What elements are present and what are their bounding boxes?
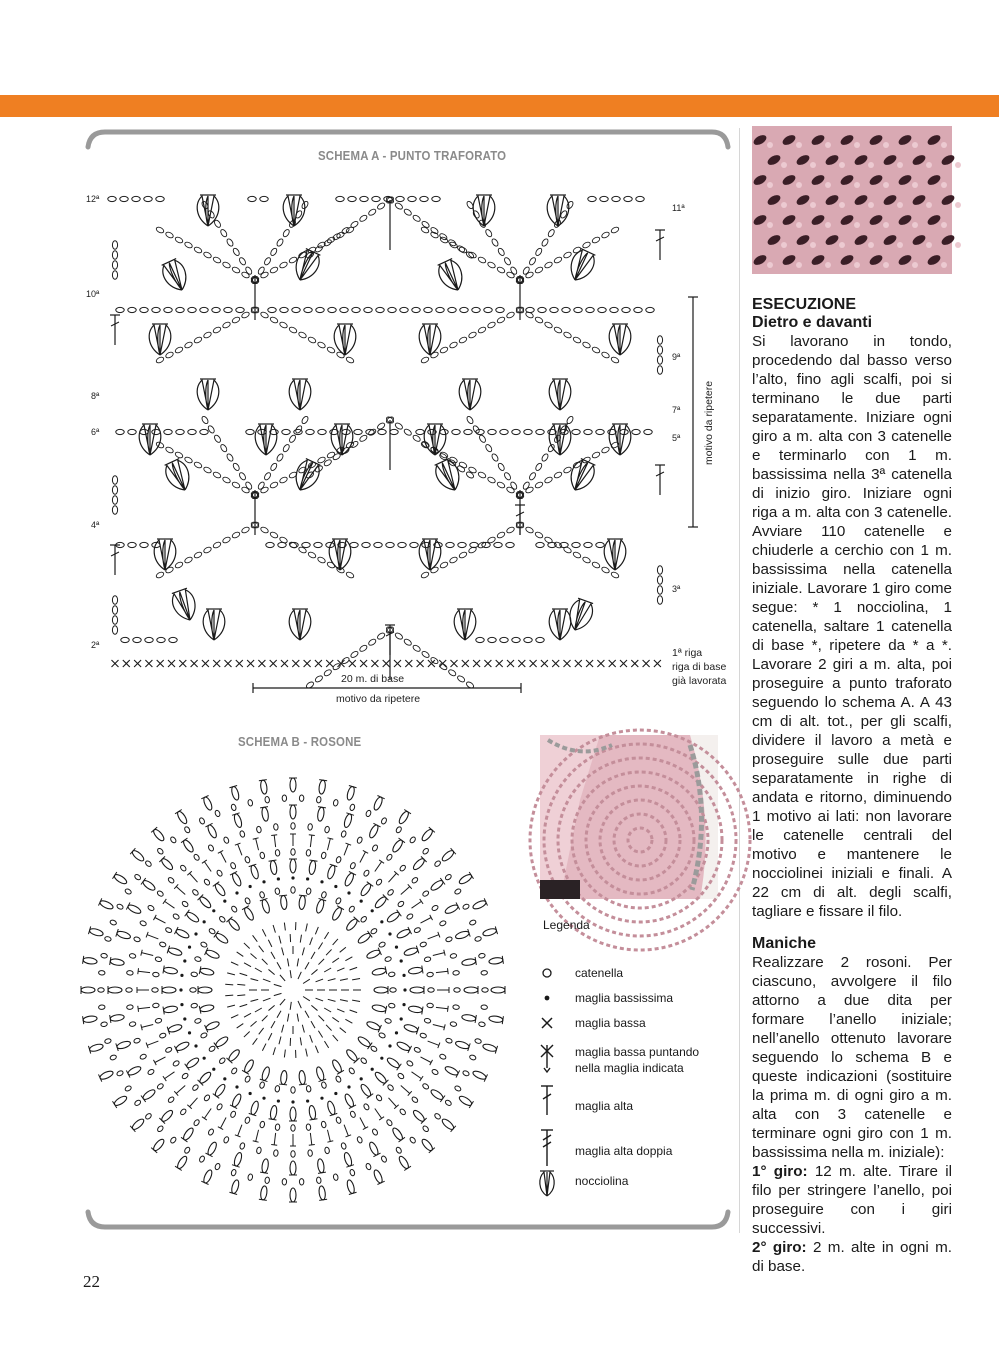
base-stitch-mark <box>304 660 311 667</box>
base-stitch-mark <box>473 660 480 667</box>
base-stitch-mark <box>484 660 491 667</box>
base-stitch-mark <box>507 660 514 667</box>
legend-double-crochet: maglia alta <box>575 1099 634 1113</box>
base-stitch-mark <box>564 660 571 667</box>
base-stitch-mark <box>179 660 186 667</box>
legend-puff-stitch: nocciolina <box>575 1174 629 1188</box>
base-stitch-mark <box>552 660 559 667</box>
legend-chain: catenella <box>575 966 624 980</box>
photo-rosette-sleeve <box>530 730 750 950</box>
round-2 <box>752 1238 952 1276</box>
base-stitch-mark <box>496 660 503 667</box>
legend-title: Legenda <box>543 918 590 932</box>
base-stitch-mark <box>326 660 333 667</box>
base-stitch-mark <box>145 660 152 667</box>
legend-treble-crochet: maglia alta doppia <box>575 1144 673 1158</box>
article-column <box>752 296 952 1276</box>
base-stitches-label: 20 m. di base <box>341 673 405 685</box>
schema-a-frame-top <box>88 132 728 147</box>
base-stitch-mark <box>123 660 130 667</box>
article-paragraph-1: Si lavorano in tondo, procedendo dal basso verso l’alto, fino agli scalfi, poi si terminano le due parti separatamente. Iniziare ogni giro a m. alta con 3 catenelle e terminarlo con 1 m. bassissima nella 3ª catenella di inizio giro. Iniziare ogni riga a m. alta con 3 catenelle. Avviare 110 catenelle e chiuderle a cerchio con 1 m. bassissima nella catenella iniziale. Lavorare 1 giro come segue: * 1 nocciolina, 1 catenella, saltare 1 catenella di base *, ripetere da * a *. Lavorare 2 giri a m. alta, poi proseguire a punto traforato seguendo lo schema A. A 43 cm di alt. tot., per gli scalfi, dividere il lavoro a metà e proseguire sulle due parti separatamente in righe di andata e ritorno, diminuendo 1 motivo ai lati: non lavorare le catenelle centrali del motivo e mantenere le nocciolinei iniziali e finali. A 22 cm di alt. degli scalfi, tagliare e fissare il filo. <box>752 333 952 920</box>
base-stitch-mark <box>620 660 627 667</box>
chain-icon <box>543 969 551 977</box>
legend-sc-in-stitch-2: nella maglia indicata <box>575 1061 684 1075</box>
base-stitch-mark <box>541 660 548 667</box>
base-stitch-mark <box>349 660 356 667</box>
round-2-text: 2 m. alte in ogni m. di base. <box>752 1239 952 1275</box>
base-stitch-mark <box>530 660 537 667</box>
row-label-9: 9ª <box>672 352 681 362</box>
single-crochet-icon <box>542 1018 552 1028</box>
base-stitch-mark <box>383 660 390 667</box>
base-stitch-mark <box>281 660 288 667</box>
treble-crochet-icon <box>541 1130 553 1166</box>
puff-stitch-icon <box>540 1171 554 1196</box>
base-row-label-2: già lavorata <box>672 675 727 687</box>
base-row-label-1: riga di base <box>672 661 727 673</box>
repeat-label-bottom: motivo da ripetere <box>336 693 421 705</box>
article-subheading-front-back: Dietro e davanti <box>752 314 873 331</box>
page-number: 22 <box>83 1272 100 1291</box>
base-stitch-mark <box>168 660 175 667</box>
round-1 <box>752 1162 952 1238</box>
base-stitch-mark <box>225 660 232 667</box>
base-stitch-mark <box>518 660 525 667</box>
schema-a-title: SCHEMA A - PUNTO TRAFORATO <box>318 148 507 163</box>
base-stitch-mark <box>586 660 593 667</box>
legend-single-crochet: maglia bassa <box>575 1016 646 1030</box>
base-stitch-mark <box>597 660 604 667</box>
row-label-10: 10ª <box>86 289 100 299</box>
base-stitch-mark <box>315 660 322 667</box>
first-row-label: 1ª riga <box>672 647 703 659</box>
base-stitch-mark <box>405 660 412 667</box>
row-label-4: 4ª <box>91 520 100 530</box>
schema-a-diagram <box>108 195 665 689</box>
base-stitch-mark <box>654 660 661 667</box>
legend-slip-stitch: maglia bassissima <box>575 991 674 1005</box>
schema-b-diagram <box>81 778 505 1202</box>
single-crochet-in-stitch-icon <box>541 1045 553 1072</box>
row-label-11: 11ª <box>672 203 685 213</box>
article-paragraph-2: Realizzare 2 rosoni. Per ciascuno, avvolgere il filo attorno a due dita per formare l’anello iniziale; nell’anello ottenuto lavorare seguendo lo schema B e queste indicazioni (sostituire la prima m. di ogni giro a m. alta con 3 catenelle e terminare ogni giro con 1 m. bassissima nella m. iniziale): <box>752 954 952 1161</box>
slip-stitch-icon <box>545 996 550 1001</box>
row-label-5: 5ª <box>672 433 681 443</box>
base-stitch-mark <box>394 660 401 667</box>
base-stitch-mark <box>609 660 616 667</box>
row-label-8: 8ª <box>91 391 100 401</box>
base-stitch-mark <box>270 660 277 667</box>
row-label-7: 7ª <box>672 405 681 415</box>
schema-b-title: SCHEMA B - ROSONE <box>238 734 362 749</box>
base-stitch-mark <box>451 660 458 667</box>
base-stitch-mark <box>202 660 209 667</box>
round-1-text: 12 m. alte. Tirare il filo per stringere l’anello, poi proseguire con i giri successivi. <box>752 1163 952 1237</box>
article-heading: ESECUZIONE <box>752 296 857 313</box>
round-1-label: 1° giro: <box>752 1163 808 1180</box>
base-stitch-mark <box>247 660 254 667</box>
base-stitch-mark <box>360 660 367 667</box>
article-subheading-sleeves: Maniche <box>752 935 817 952</box>
row-label-3: 3ª <box>672 584 681 594</box>
base-stitch-mark <box>575 660 582 667</box>
base-stitch-mark <box>292 660 299 667</box>
base-stitch-mark <box>462 660 469 667</box>
base-stitch-mark <box>112 660 119 667</box>
base-stitch-mark <box>236 660 243 667</box>
base-stitch-mark <box>157 660 164 667</box>
schema-b-frame-bottom <box>88 1212 728 1227</box>
legend-sc-in-stitch-1: maglia bassa puntando <box>575 1045 700 1059</box>
row-label-6: 6ª <box>91 427 100 437</box>
round-2-label: 2° giro: <box>752 1239 807 1256</box>
base-stitch-mark <box>213 660 220 667</box>
row-label-2: 2ª <box>91 640 100 650</box>
base-stitch-mark <box>417 660 424 667</box>
photo-lace-stitch <box>752 126 961 274</box>
repeat-label-side: motivo da ripetere <box>703 380 715 465</box>
row-label-12: 12ª <box>86 194 100 204</box>
double-crochet-icon <box>541 1086 553 1115</box>
base-stitch-mark <box>134 660 141 667</box>
base-stitch-mark <box>371 660 378 667</box>
base-stitch-mark <box>631 660 638 667</box>
base-stitch-mark <box>643 660 650 667</box>
base-stitch-mark <box>191 660 198 667</box>
base-stitch-mark <box>258 660 265 667</box>
